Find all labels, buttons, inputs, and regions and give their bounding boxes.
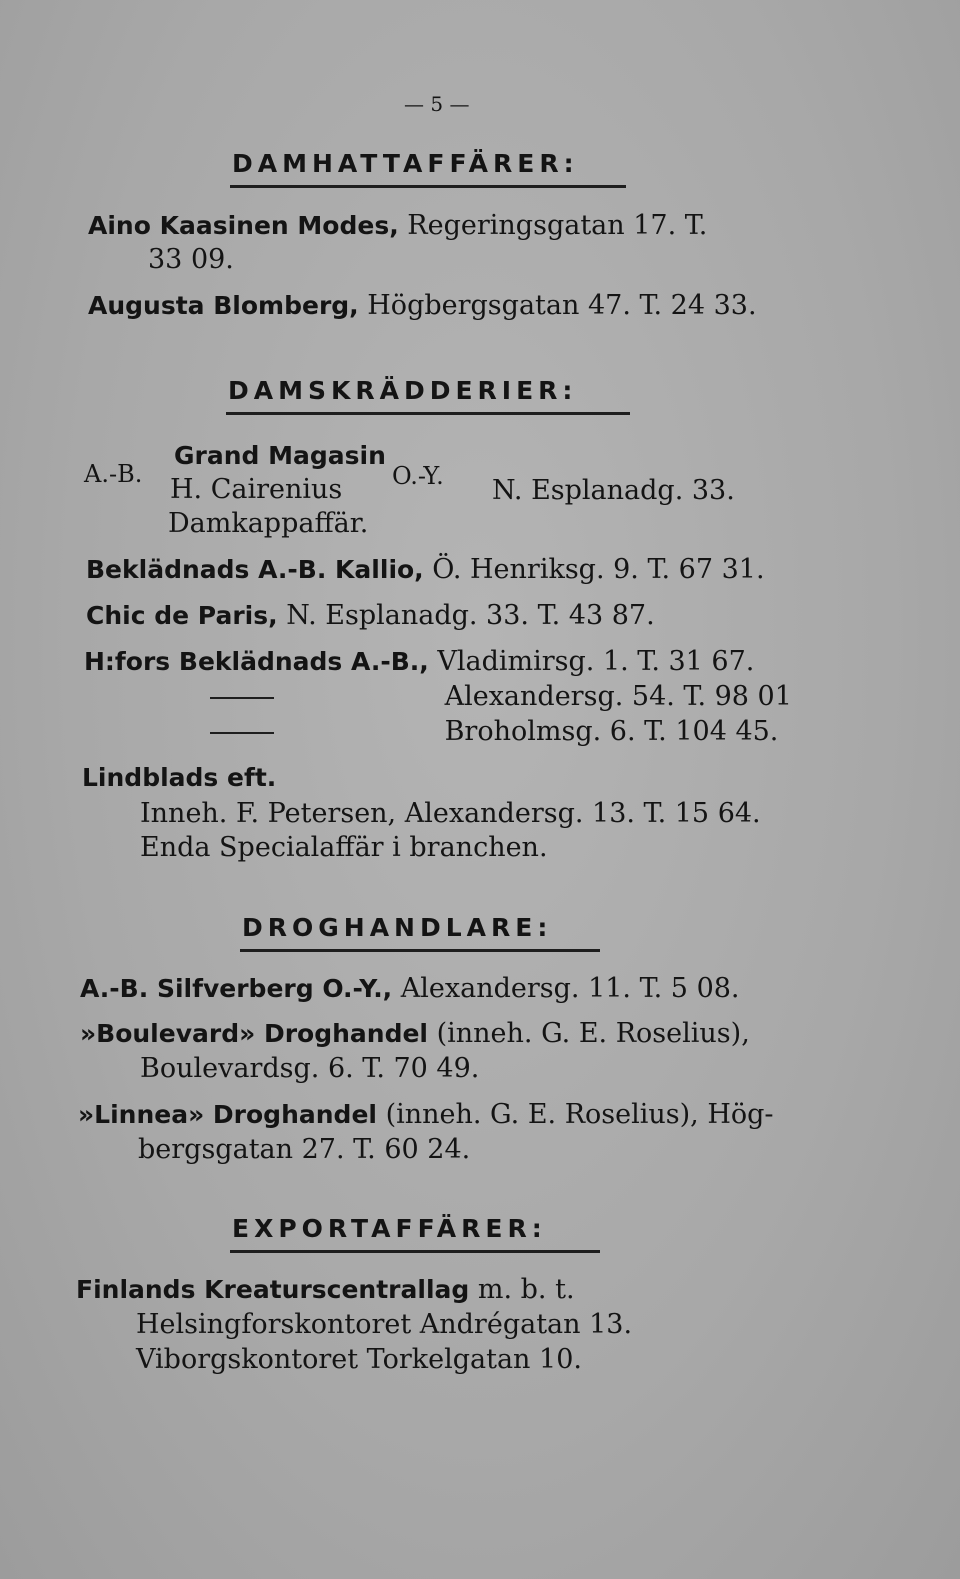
entry-suffix: m. b. t. [477,1274,575,1305]
grand-magasin-prefix: A.-B. [84,460,143,488]
ditto-dash [210,732,274,734]
entry-name: Beklädnads A.-B. Kallio, [86,555,424,584]
grand-magasin-address: N. Esplanadg. 33. [492,475,735,506]
hfors-branch [210,716,778,748]
entry-aino-kaasinen-cont: 33 09. [148,244,234,275]
office-viborg: Viborgskontoret Torkelgatan 10. [136,1344,582,1375]
grand-magasin-name: Grand Magasin [174,441,386,470]
entry-name: Finlands Kreaturscentrallag [76,1275,470,1304]
grand-magasin-suffix: O.-Y. [392,462,444,490]
page-number: — 5 — [404,92,470,116]
lindblads-note: Enda Specialaffär i branchen. [140,832,548,863]
entry-address: Ö. Henriksg. 9. T. 67 31. [432,554,765,585]
entry-name: Aino Kaasinen Modes, [88,211,399,240]
entry-name: Chic de Paris, [86,601,278,630]
entry-chic-de-paris [86,600,655,632]
heading-underline [240,949,600,952]
entry-owner: (inneh. G. E. Roselius), Hög- [385,1099,774,1130]
section-heading-damskradderier: DAMSKRÄDDERIER: [228,376,578,405]
heading-underline [230,185,626,188]
hfors-branch [210,681,792,713]
heading-underline [226,412,630,415]
grand-magasin-owner: H. Cairenius [170,474,343,505]
section-heading-droghandlare: DROGHANDLARE: [242,913,553,942]
entry-address: Alexandersg. 11. T. 5 08. [400,973,740,1004]
boulevard-address: Boulevardsg. 6. T. 70 49. [140,1053,480,1084]
entry-address: Vladimirsg. 1. T. 31 67. [437,646,755,677]
entry-name: »Boulevard» Droghandel [80,1019,428,1048]
grand-magasin-sub: Damkappaffär. [168,508,369,539]
entry-boulevard [80,1018,750,1050]
entry-silfverberg [80,973,740,1005]
section-heading-exportaffarer: EXPORTAFFÄRER: [232,1214,547,1243]
linnea-address: bergsgatan 27. T. 60 24. [138,1134,471,1165]
entry-address: Regeringsgatan 17. T. [407,210,708,241]
branch-address: Broholmsg. 6. T. 104 45. [444,716,779,747]
branch-address: Alexandersg. 54. T. 98 01 [444,681,792,712]
entry-aino-kaasinen [88,210,707,242]
entry-linnea [78,1099,774,1131]
entry-augusta-blomberg [88,290,757,322]
entry-name: A.-B. Silfverberg O.-Y., [80,974,393,1003]
entry-owner: (inneh. G. E. Roselius), [436,1018,750,1049]
entry-address: N. Esplanadg. 33. T. 43 87. [286,600,655,631]
entry-address: Högbergsgatan 47. T. 24 33. [367,290,757,321]
entry-name: »Linnea» Droghandel [78,1100,377,1129]
heading-underline [230,1250,600,1253]
entry-name: H:fors Beklädnads A.-B., [84,647,429,676]
entry-hfors-bekladnads [84,646,754,678]
entry-name: Augusta Blomberg, [88,291,359,320]
entry-finlands-kreaturscentrallag [76,1274,575,1306]
office-helsingfors: Helsingforskontoret Andrégatan 13. [136,1309,633,1340]
lindblads-owner: Inneh. F. Petersen, Alexandersg. 13. T. 15 64. [140,798,761,829]
entry-lindblads: Lindblads eft. [82,763,277,792]
entry-kallio [86,554,765,586]
section-heading-damhattaffarer: DAMHATTAFFÄRER: [232,149,579,178]
ditto-dash [210,697,274,699]
